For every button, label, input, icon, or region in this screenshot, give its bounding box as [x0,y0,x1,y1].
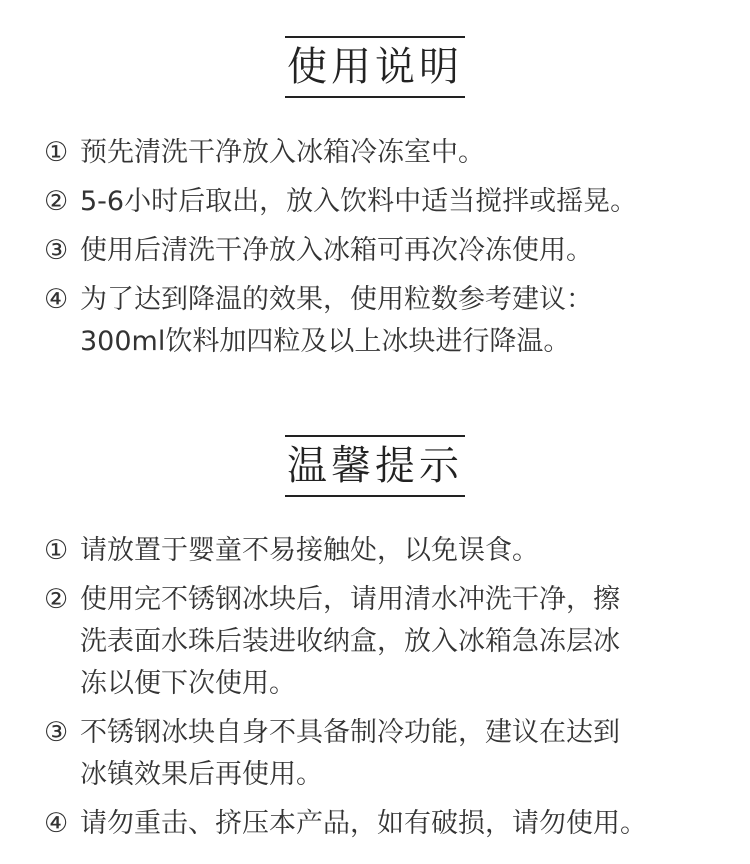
usage-item [44,132,714,174]
tip-item [44,530,714,572]
item-number: ② [44,584,69,615]
tip-item [44,712,714,796]
item-number: ③ [44,717,69,748]
item-number: ① [44,535,69,566]
item-text: 冰镇效果后再使用。 [80,759,323,790]
usage-item [44,230,714,272]
tips-list [44,530,714,845]
item-text: 使用后清洗干净放入冰箱可再次冷冻使用。 [80,235,593,266]
usage-item [44,279,714,363]
usage-item [44,181,714,223]
item-number: ③ [44,235,69,266]
item-text: 请勿重击、挤压本产品，如有破损，请勿使用。 [80,808,647,839]
item-text: 300ml饮料加四粒及以上冰块进行降温。 [80,326,571,357]
item-number: ② [44,186,69,217]
item-text: 预先清洗干净放入冰箱冷冻室中。 [80,137,485,168]
tips-title: 温馨提示 [285,435,465,497]
item-text: 冻以便下次使用。 [80,668,296,699]
item-text: 洗表面水珠后装进收纳盒，放入冰箱急冻层冰 [80,626,620,657]
tip-item [44,579,714,705]
item-number: ① [44,137,69,168]
item-text: 为了达到降温的效果，使用粒数参考建议： [80,284,593,315]
item-text: 使用完不锈钢冰块后，请用清水冲洗干净，擦 [80,584,620,615]
tip-item [44,803,714,845]
item-text: 不锈钢冰块自身不具备制冷功能，建议在达到 [80,717,620,748]
item-text: 5-6小时后取出，放入饮料中适当搅拌或摇晃。 [80,186,638,217]
usage-section-header [0,36,750,98]
tips-section-header [0,435,750,497]
usage-instructions-list [44,132,714,363]
item-text: 请放置于婴童不易接触处，以免误食。 [80,535,539,566]
usage-title: 使用说明 [285,36,465,98]
item-number: ④ [44,284,69,315]
item-number: ④ [44,808,69,839]
